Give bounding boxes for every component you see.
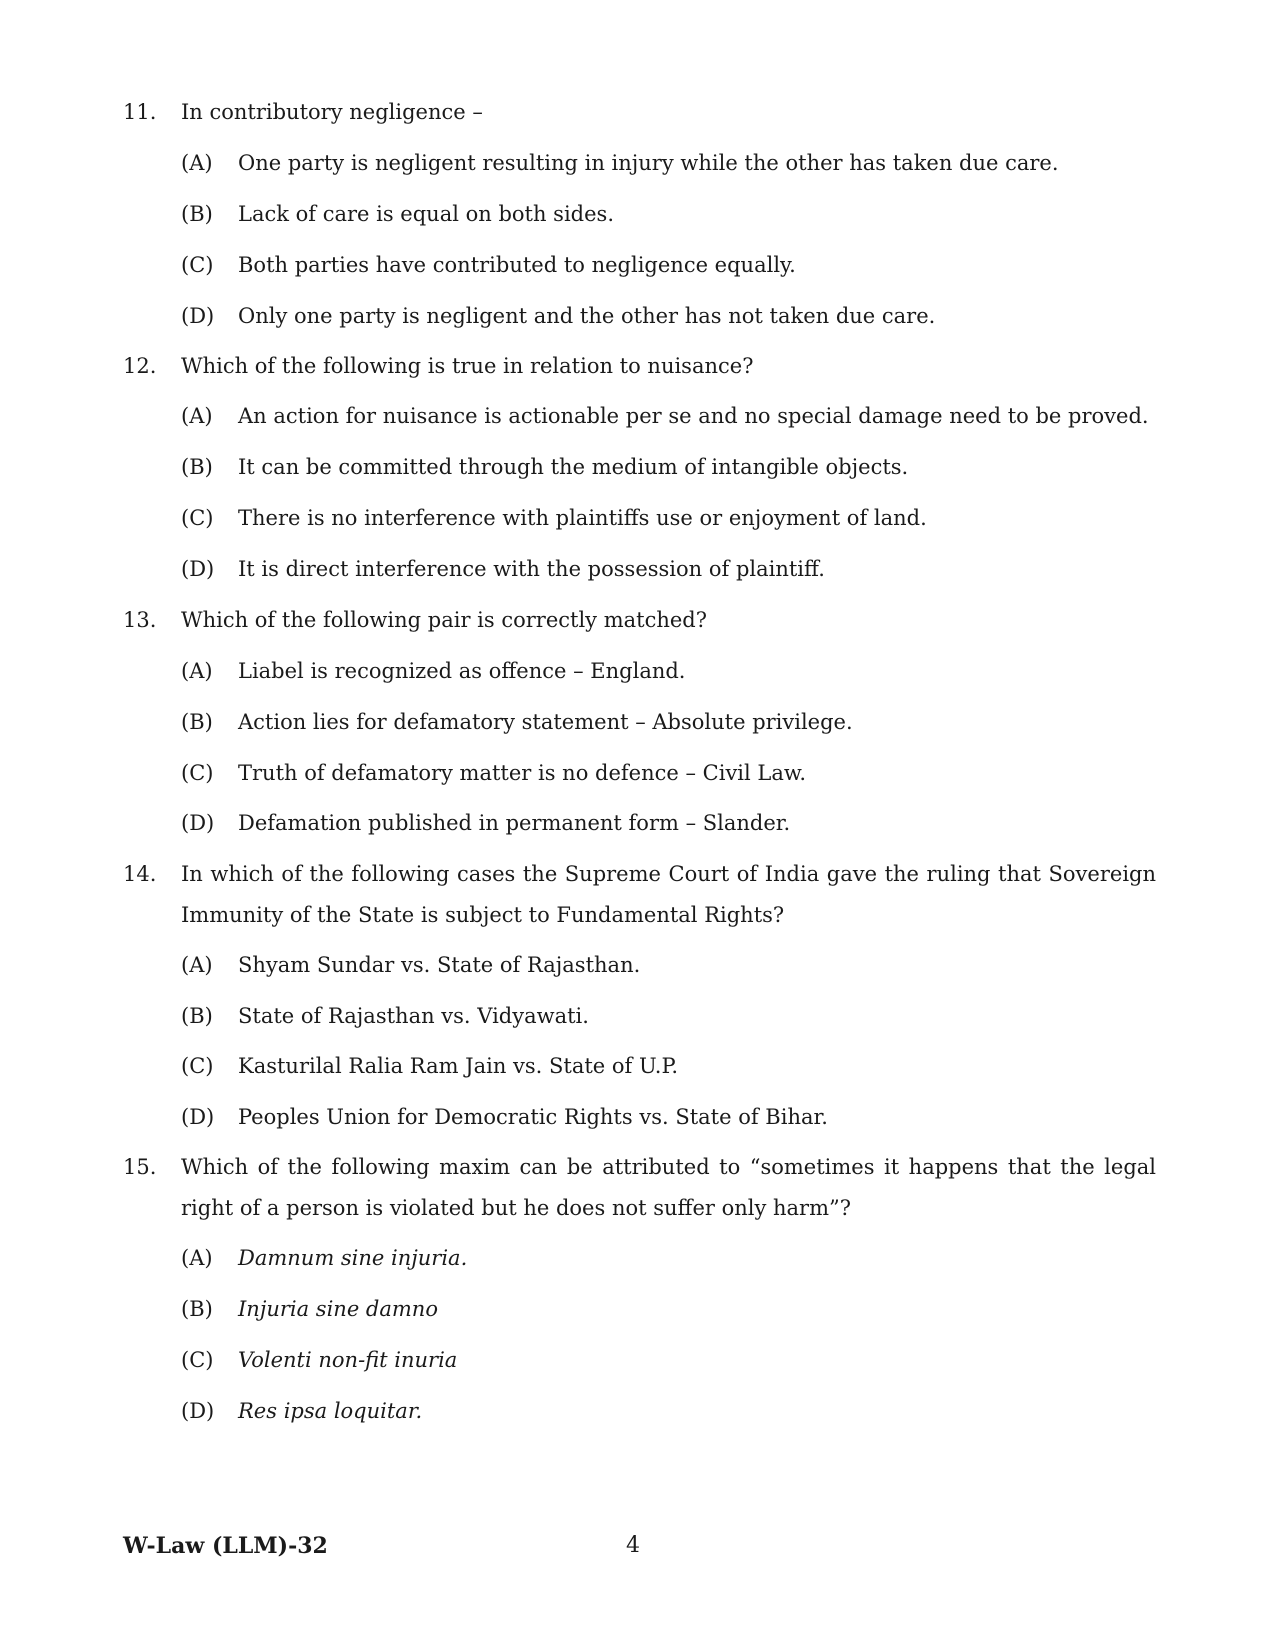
option-letter: (C) <box>181 761 214 785</box>
option-text: Volenti non-fit inuria <box>238 1348 458 1372</box>
option-12-b <box>0 447 1275 487</box>
question-text: In which of the following cases the Supreme Court of India gave the ruling that Sovereign Immunity of the State is subject to Fundamental Rights? <box>181 862 1156 927</box>
page-number: 4 <box>626 1533 640 1558</box>
option-text: An action for nuisance is actionable per se and no special damage need to be proved. <box>238 404 1149 428</box>
option-letter: (A) <box>181 1246 213 1270</box>
question-13 <box>0 600 1275 640</box>
question-text: Which of the following pair is correctly matched? <box>181 608 707 632</box>
option-11-a <box>0 143 1275 183</box>
option-letter: (A) <box>181 404 213 428</box>
option-text: Injuria sine damno <box>238 1297 438 1321</box>
option-letter: (C) <box>181 506 214 530</box>
option-text: Truth of defamatory matter is no defence – Civil Law. <box>238 761 807 785</box>
option-13-c <box>0 753 1275 793</box>
question-number: 15. <box>123 1155 157 1179</box>
option-letter: (D) <box>181 557 215 581</box>
option-letter: (C) <box>181 253 214 277</box>
option-letter: (D) <box>181 811 215 835</box>
option-letter: (B) <box>181 1297 213 1321</box>
question-text: Which of the following is true in relation to nuisance? <box>181 354 754 378</box>
option-letter: (A) <box>181 953 213 977</box>
option-12-d <box>0 549 1275 589</box>
question-number: 14. <box>123 862 157 886</box>
option-text: Lack of care is equal on both sides. <box>238 202 615 226</box>
option-text: It can be committed through the medium of intangible objects. <box>238 455 909 479</box>
option-13-a <box>0 651 1275 691</box>
option-letter: (C) <box>181 1054 214 1078</box>
question-text: In contributory negligence – <box>181 100 483 124</box>
question-number: 11. <box>123 100 157 124</box>
option-15-c <box>0 1340 1275 1380</box>
option-12-c <box>0 498 1275 538</box>
option-text: There is no interference with plaintiffs use or enjoyment of land. <box>238 506 927 530</box>
option-11-c <box>0 245 1275 285</box>
option-text: Res ipsa loquitar. <box>238 1399 423 1423</box>
option-text: One party is negligent resulting in injury while the other has taken due care. <box>238 151 1059 175</box>
option-letter: (A) <box>181 151 213 175</box>
option-text: Damnum sine injuria. <box>238 1246 468 1270</box>
option-text: Both parties have contributed to negligence equally. <box>238 253 796 277</box>
option-text: Shyam Sundar vs. State of Rajasthan. <box>238 953 641 977</box>
option-text: Only one party is negligent and the other has not taken due care. <box>238 304 936 328</box>
option-15-a <box>0 1238 1275 1278</box>
option-13-d <box>0 803 1275 843</box>
option-text: It is direct interference with the possession of plaintiff. <box>238 557 825 581</box>
question-11 <box>0 92 1275 132</box>
option-text: Action lies for defamatory statement – Absolute privilege. <box>238 710 853 734</box>
question-number: 12. <box>123 354 157 378</box>
question-14 <box>0 854 1275 927</box>
question-number: 13. <box>123 608 157 632</box>
option-13-b <box>0 702 1275 742</box>
option-letter: (A) <box>181 659 213 683</box>
question-15 <box>0 1147 1275 1220</box>
option-12-a <box>0 396 1275 436</box>
option-11-d <box>0 296 1275 336</box>
option-letter: (B) <box>181 1004 213 1028</box>
option-14-d <box>0 1097 1275 1137</box>
option-text: Liabel is recognized as offence – England. <box>238 659 686 683</box>
option-letter: (C) <box>181 1348 214 1372</box>
question-text: Which of the following maxim can be attributed to “sometimes it happens that the legal right of a person is violated but he does not suffer only harm”? <box>181 1155 1156 1220</box>
option-letter: (B) <box>181 710 213 734</box>
option-14-a <box>0 945 1275 985</box>
option-15-d <box>0 1391 1275 1431</box>
option-11-b <box>0 194 1275 234</box>
option-14-c <box>0 1046 1275 1086</box>
option-letter: (D) <box>181 1399 215 1423</box>
option-letter: (D) <box>181 304 215 328</box>
option-letter: (D) <box>181 1105 215 1129</box>
question-12 <box>0 346 1275 386</box>
option-text: Kasturilal Ralia Ram Jain vs. State of U.P. <box>238 1054 678 1078</box>
option-15-b <box>0 1289 1275 1329</box>
paper-code: W-Law (LLM)-32 <box>123 1533 328 1559</box>
option-14-b <box>0 996 1275 1036</box>
option-text: Defamation published in permanent form – Slander. <box>238 811 791 835</box>
option-text: State of Rajasthan vs. Vidyawati. <box>238 1004 589 1028</box>
option-letter: (B) <box>181 202 213 226</box>
option-text: Peoples Union for Democratic Rights vs. State of Bihar. <box>238 1105 828 1129</box>
option-letter: (B) <box>181 455 213 479</box>
